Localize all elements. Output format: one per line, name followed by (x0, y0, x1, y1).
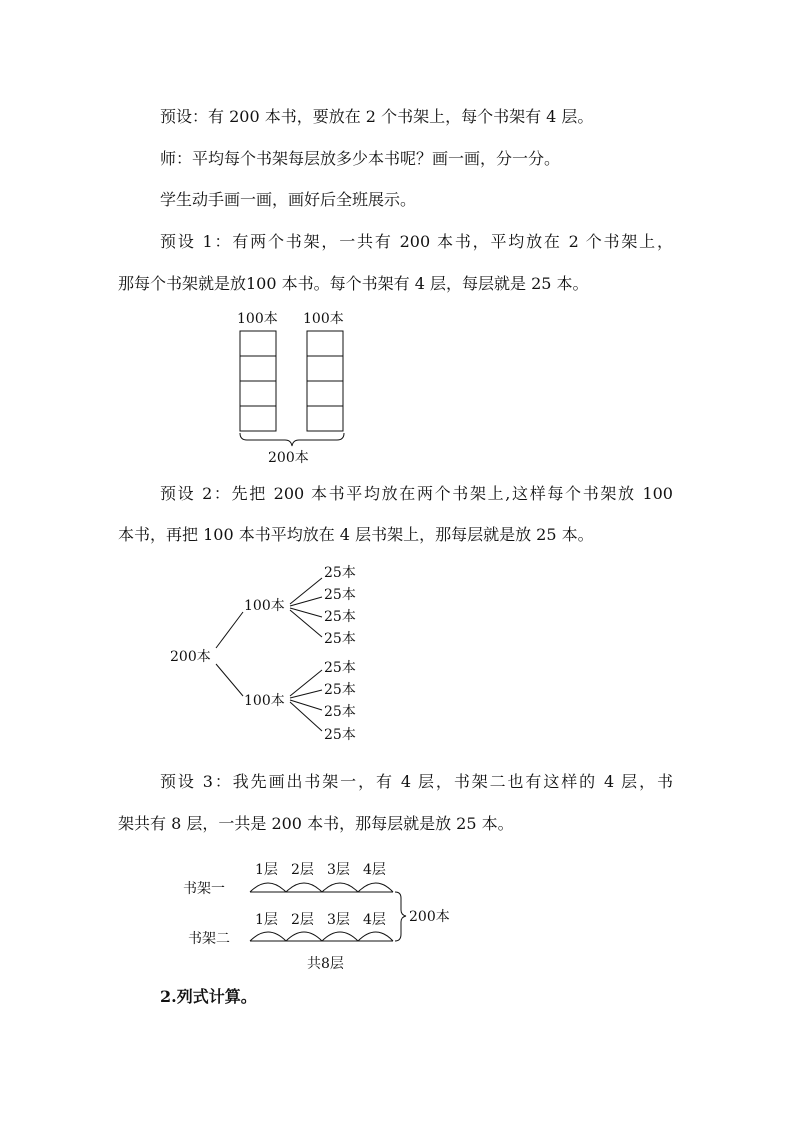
tree-leaf: 25本 (324, 565, 356, 581)
paragraph-preset1-line2: 那每个书架就是放100 本书。每个书架有 4 层，每层就是 25 本。 (118, 274, 589, 293)
paragraph-preset: 预设：有 200 本书，要放在 2 个书架上，每个书架有 4 层。 (160, 107, 594, 126)
tree-branch-top: 100本 (244, 598, 285, 614)
paragraph-preset1-line1: 预设 1：有两个书架，一共有 200 本书，平均放在 2 个书架上， (160, 232, 673, 251)
tree-leaf: 25本 (324, 609, 356, 625)
layer-label: 1层 (255, 862, 278, 878)
paragraph-preset2-line1: 预设 2：先把 200 本书平均放在两个书架上,这样每个书架放 100 (160, 484, 673, 503)
shelf1-label: 书架一 (183, 881, 225, 897)
shelf-left-label: 100本 (237, 311, 278, 327)
shelf-right-label: 100本 (303, 311, 344, 327)
section-heading: 2.列式计算。 (160, 987, 257, 1006)
tree-leaf: 25本 (324, 704, 356, 720)
layer-label: 3层 (327, 912, 350, 928)
layer-label: 2层 (291, 912, 314, 928)
paragraph-preset2-line2: 本书，再把 100 本书平均放在 4 层书架上，那每层就是放 25 本。 (118, 525, 594, 544)
paragraph-preset3-line1: 预设 3：我先画出书架一，有 4 层，书架二也有这样的 4 层，书 (160, 772, 673, 791)
layer-label: 4层 (363, 862, 386, 878)
paragraph-teacher-question: 师：平均每个书架每层放多少本书呢？画一画，分一分。 (160, 149, 561, 168)
paragraph-preset3-line2: 架共有 8 层，一共是 200 本书，那每层就是放 25 本。 (118, 814, 514, 833)
layer-label: 4层 (363, 912, 386, 928)
tree-leaf: 25本 (324, 727, 356, 743)
layer-label: 1层 (255, 912, 278, 928)
layer-label: 3层 (327, 862, 350, 878)
tree-leaf: 25本 (324, 587, 356, 603)
tree-leaf: 25本 (324, 631, 356, 647)
tree-root: 200本 (170, 649, 211, 665)
tree-branch-bottom: 100本 (244, 693, 285, 709)
tree-leaf: 25本 (324, 660, 356, 676)
layer-label: 2层 (291, 862, 314, 878)
count-label: 共8层 (307, 956, 344, 972)
shelf2-label: 书架二 (188, 931, 230, 947)
tree-leaf: 25本 (324, 682, 356, 698)
paragraph-student-activity: 学生动手画一画，画好后全班展示。 (160, 190, 417, 209)
total-label: 200本 (268, 450, 309, 466)
total-label: 200本 (409, 909, 450, 925)
brace-right (395, 892, 406, 941)
